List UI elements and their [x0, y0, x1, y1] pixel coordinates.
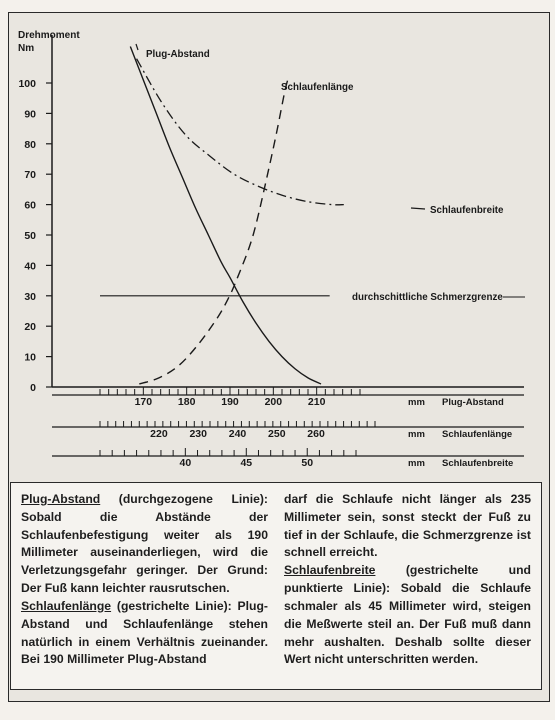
series-line-3	[137, 59, 344, 205]
x-tick-label: 220	[150, 428, 168, 440]
x-tick-label: 210	[307, 396, 326, 408]
x-tick-label: 240	[228, 428, 247, 440]
y-tick-label: 30	[24, 290, 36, 303]
caption-text: darf die Schlaufe nicht länger als 235 Millimeter sein, sonst steckt der Fuß zu tief in der Schlaufe, die Schmerzgrenze ist schnell erreicht.	[284, 492, 531, 560]
x-tick-label: 180	[177, 396, 196, 408]
caption-heading: Schlaufenbreite	[284, 563, 376, 578]
x-axis-unit: mm	[408, 429, 425, 440]
y-axis-label: Drehmoment	[18, 30, 80, 41]
y-tick-label: 90	[24, 108, 36, 121]
x-axis-unit: mm	[408, 397, 425, 408]
caption-paragraph	[21, 598, 268, 669]
x-tick-label: 50	[301, 457, 314, 469]
series-label-leader	[136, 44, 138, 50]
x-axis-name: Schlaufenlänge	[442, 429, 513, 440]
caption-paragraph	[21, 491, 268, 598]
y-axis-unit: Nm	[18, 43, 35, 54]
caption-heading: Plug-Abstand	[21, 492, 101, 506]
x-tick-label: 250	[268, 428, 286, 440]
series-label-leader	[411, 208, 425, 209]
y-tick-label: 10	[24, 351, 36, 364]
series-label: Plug-Abstand	[146, 49, 210, 60]
x-axis-unit: mm	[408, 458, 425, 469]
y-tick-label: 80	[24, 138, 36, 151]
x-axis-name: Schlaufenbreite	[442, 458, 514, 469]
caption-column-right	[284, 491, 531, 681]
caption-box	[10, 482, 542, 690]
caption-paragraph	[284, 491, 531, 562]
caption-heading: Schlaufenlänge	[21, 598, 112, 613]
x-tick-label: 200	[264, 396, 283, 408]
x-tick-label: 260	[307, 428, 325, 440]
y-tick-label: 50	[24, 230, 36, 242]
y-tick-label: 0	[30, 382, 36, 394]
x-tick-label: 190	[221, 396, 239, 408]
caption-text: (gestrichelte und punktierte Linie): Sobald die Schlaufe schmaler als 45 Millimeter wird, steigen die Meßwerte steil an. Der Fuß muß dann mehr aushalten. Deshalb sollte dieser Wert nicht unterschritten werden.	[284, 563, 531, 667]
x-tick-label: 230	[189, 428, 207, 440]
y-tick-label: 100	[18, 78, 36, 90]
series-label: durchschittliche Schmerzgrenze	[352, 292, 503, 303]
y-tick-label: 70	[24, 169, 36, 182]
caption-text: (durchgezogene Linie): Sobald die Abstände der Schlaufenbefestigung weiter als 190 Millimeter auseinanderliegen, wird die Verletzungsgefahr geringer. Der Grund: Der Fuß kann leichter rausrutschen.	[21, 492, 268, 596]
caption-column-left	[21, 491, 268, 681]
x-tick-label: 45	[240, 457, 253, 469]
y-tick-label: 40	[24, 260, 36, 273]
caption-text: (gestrichelte Linie): Plug-Abstand und Schlaufenlänge stehen natürlich in einem Verhältnis zueinander. Bei 190 Millimeter Plug-Abstand	[21, 598, 268, 667]
x-tick-label: 40	[179, 457, 192, 469]
caption-paragraph	[284, 562, 531, 669]
y-tick-label: 20	[24, 321, 36, 334]
series-label: Schlaufenlänge	[281, 82, 354, 93]
x-axis-name: Plug-Abstand	[442, 397, 504, 408]
x-tick-label: 170	[134, 396, 153, 408]
y-tick-label: 60	[24, 199, 36, 212]
series-label: Schlaufenbreite	[430, 205, 504, 216]
